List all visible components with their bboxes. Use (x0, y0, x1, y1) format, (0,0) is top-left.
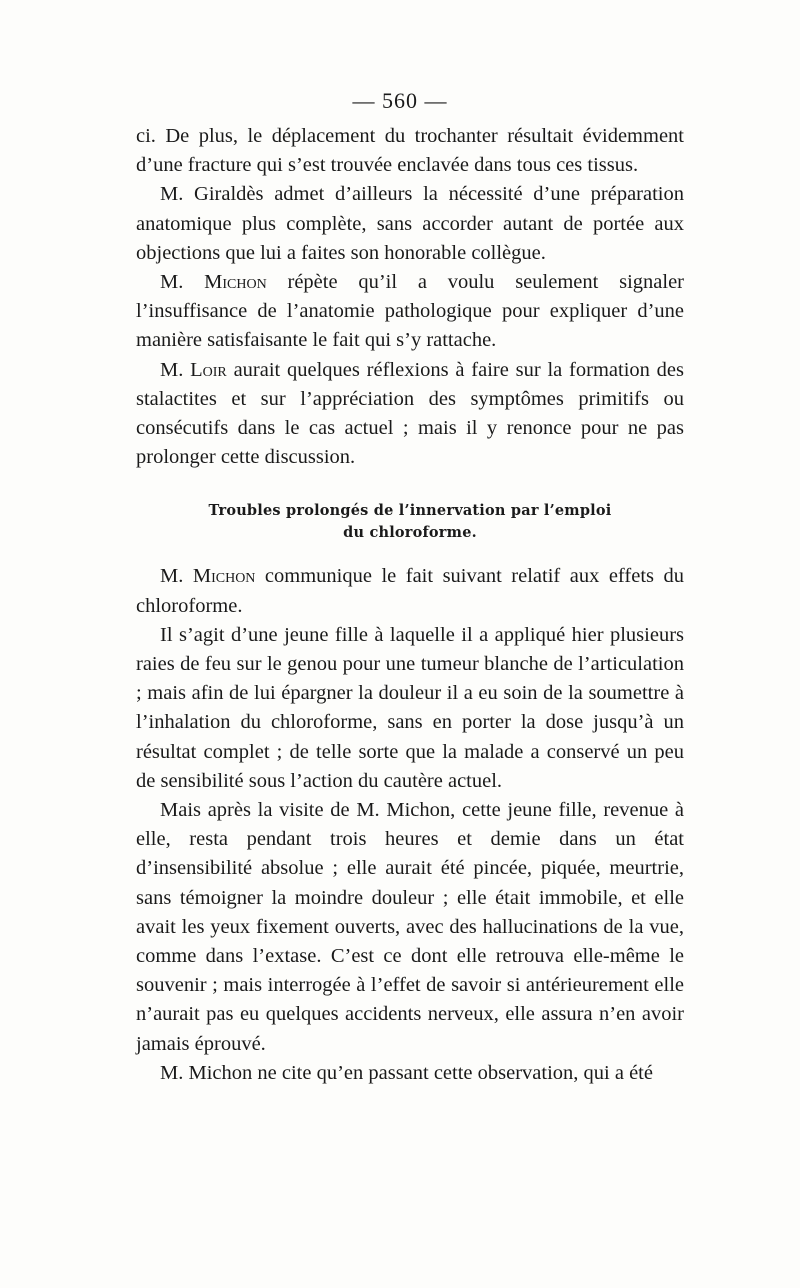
section-heading-line-2: du chloroforme. (343, 524, 477, 542)
paragraph-body: communique le fait suivant relatif aux effets du chloroforme. (136, 565, 684, 617)
speaker-prefix: M. (160, 271, 205, 294)
paragraph-case-outcome: Mais après la visite de M. Michon, cette jeune fille, revenue à elle, resta pendant trois heures et demie dans un état d’insensibilité absolue ; elle aurait été pincée, piquée, meurtrie, sans témoigner la moindre douleur ; elle était immobile, et elle avait les yeux fixement ouverts, avec des hallucinations de la vue, comme dans l’extase. C’est ce dont elle retrouva elle-même le souvenir ; mais interrogée à l’effet de savoir si antérieurement elle n’aurait pas eu quelques accidents nerveux, elle assura n’en avoir jamais éprouvé. (136, 799, 684, 1055)
paragraph-continuation: ci. De plus, le déplacement du trochanter résultait évidemment d’une fracture qui s’est trouvée enclavée dans tous ces tissus. (136, 125, 684, 177)
paragraph-michon-communique (136, 562, 684, 620)
speaker-prefix: M. (160, 358, 191, 381)
paragraph-body: répète qu’il a voulu seulement signaler l’insuffisance de l’anatomie pathologique pour expliquer d’une manière satisfaisante le fait qui s’y rattache. (136, 271, 684, 352)
section-heading-line-1: Troubles prolongés de l’innervation par l’emploi (208, 502, 612, 520)
speaker-name: Michon (192, 565, 256, 588)
speaker-name: Loir (190, 358, 227, 381)
paragraph-final: M. Michon ne cite qu’en passant cette observation, qui a été (160, 1061, 653, 1084)
speaker-name: Michon (204, 271, 267, 294)
body-text (136, 122, 684, 1088)
paragraph-michon-reply (136, 268, 684, 356)
paragraph-loir (136, 356, 684, 473)
section-heading (136, 500, 684, 544)
paragraph-case-description: Il s’agit d’une jeune fille à laquelle il a appliqué hier plusieurs raies de feu sur le genou pour une tumeur blanche de l’articulation ; mais afin de lui épargner la douleur il a eu soin de la soumettre à l’inhalation du chloroforme, sans en porter la dose jusqu’à un résultat complet ; de telle sorte que la malade a conservé un peu de sensibilité sous l’action du cautère actuel. (136, 623, 684, 792)
speaker-prefix: M. (160, 565, 193, 588)
paragraph-giraldes: M. Giraldès admet d’ailleurs la nécessité d’une préparation anatomique plus complète, sans accorder autant de portée aux objections que lui a faites son honorable collègue. (136, 183, 684, 264)
paragraph-body: aurait quelques réflexions à faire sur la formation des stalactites et sur l’appréciation des symptômes primitifs ou consécutifs dans le cas actuel ; mais il y renonce pour ne pas prolonger cette discussion. (136, 358, 684, 469)
page-number: — 560 — (352, 88, 448, 113)
